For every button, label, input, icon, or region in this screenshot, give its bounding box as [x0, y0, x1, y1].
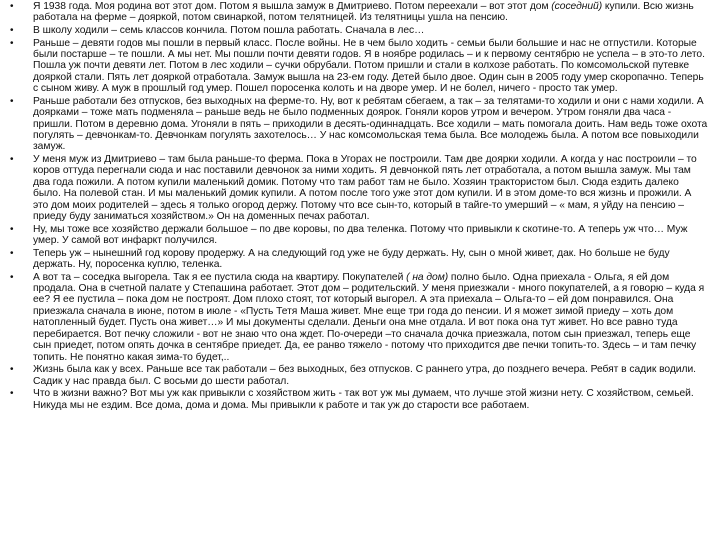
- text-segment: Теперь уж – нынешний год корову продержу. А на следующий год уже не буду держать. Ну, сын о мной живет, дак. Но больше не буду держать. Ну, поросенка куплю, теленка.: [33, 247, 670, 271]
- list-item: [0, 224, 708, 247]
- paragraph-text: [33, 25, 424, 36]
- text-segment: полно было. Одна приехала - Ольга, я ей дом продала. Она в счетной палате у Степашина работает. Этот дом – родительский. У меня приезжали - много покупателей, а я говорю – куда я ее? Я ее пустила – пока дом не построят. Дом плохо стоят, тот который выгорел. А эта приехала – Ольга-то – ей дом понравился. Она приезжала сначала в июне, потом в июле - «Пусть Тетя Маша живет. Мне еще три года до пенсии. И я может зимой приеду – хоть дом натопленный будет. Пусть она живет…» И мы документы сделали. Деньги она мне отдала. И вот пока она тут живет. Но все равно туда перебирается. Вот печку сложили - вот не знаю что она ждет. По-очереди –то сначала дочка приезжала, потом сын приезжал, теперь еще сын приедет, потом опять дочка в сентябре приедет. Да, ее ранво тяжело - потому что приходится две печки топить-то. Здесь – и там печку топить. Не понятно какая зима-то будет,..: [33, 271, 705, 363]
- paragraph-text: [33, 248, 670, 270]
- text-segment: У меня муж из Дмитриево – там была раньше-то ферма. Пока в Угорах не построили. Там две доярки ходили. А когда у нас построили – то коров оттуда перегнали сюда и нас поставили девчонок за ними ходить. Я девчонкой пять лет отработала, а потом вышла замуж. Мы там два года пожили. А потом купили маленький домик. Потому что там работ там не было. Хозяин трактористом был. Сюда ездить далеко было. На полевой стан. И мы маленький домик купили. А потом после того уже этот дом купили. И в этом доме-то вся жизнь и прожили. А это дом моих родителей – здесь я только огород держу. Потому что все сын-то, который в тайге-то умерший – « мам, я уйду на пенсию – приеду буду заниматься хозяйством.» Он на доменных печах работал.: [33, 154, 697, 223]
- text-segment: Жизнь была как у всех. Раньше все так работали – без выходных, без отпусков. С раннего утра, до позднего вечера. Ребят в садик водили. Садик у нас правда был. С восьми до шести работал.: [33, 364, 696, 387]
- paragraph-text: [33, 224, 687, 246]
- text-segment: А вот та – соседка выгорела. Так я ее пустила сюда на квартиру. Покупателей: [33, 271, 407, 283]
- text-segment: В школу ходили – семь классов кончила. Потом пошла работать. Сначала в лес…: [33, 25, 425, 36]
- list-item: [0, 25, 708, 36]
- list-item: [0, 1, 708, 24]
- paragraph-text: [33, 1, 694, 23]
- paragraph-text: [33, 96, 707, 153]
- text-segment: Что в жизни важно? Вот мы уж как привыкли с хозяйством жить - так вот уж мы думаем, что лучше этой жизни нету. С хозяйством, семьей. Никуда мы не ездим. Все дома, дома и дома. Мы привыкли к работе и так уж до старости все работаем.: [33, 388, 694, 411]
- paragraph-text: [33, 38, 705, 95]
- text-segment: Ну, мы тоже все хозяйство держали большое – по две коровы, по два теленка. Потому что привыкли к скотине-то. А теперь уж что… Муж умер. У самой вот инфаркт получился.: [33, 223, 688, 247]
- list-item: [0, 388, 708, 411]
- paragraph-text: [33, 364, 696, 386]
- paragraph-text: [33, 154, 697, 222]
- list-item: [0, 272, 708, 363]
- text-segment: Раньше – девяти годов мы пошли в первый класс. После войны. Не в чем было ходить - семьи были большие и нас не отпустили. Которые были постарше – те пошли. А мы нет. Мы пошли почти девяти годов. Я в ноябре родилась – и к первому сентябрю не успела – в это-то лето. Пошла уж почти девяти лет. Потом в лес ходили – сучки обрубали. Потом пришли и стали в колхозе работать. По комсомольской путевке дояркой стали. Пять лет дояркой отработала. Замуж вышла на 23-ем году. Детей было двое. Один сын в 2005 году умер скоропачно. Теперь с сыном живу. А муж в прошлый год умер. Пошел поросенка колоть и на дворе умер. И не болел, ничего - просто так умер.: [33, 37, 705, 95]
- text-segment: купили. Всю жизнь работала на ферме – дояркой, потом свинаркой, потом телятницей. Из телятницы ушла на пенсию.: [33, 1, 694, 24]
- paragraph-text: [33, 388, 694, 410]
- bullet-list: [0, 1, 708, 411]
- list-item: [0, 364, 708, 387]
- list-item: [0, 248, 708, 271]
- italic-text: (соседний): [551, 1, 603, 12]
- text-segment: Я 1938 года. Моя родина вот этот дом. Потом я вышла замуж в Дмитриево. Потом переехали – вот этот дом: [33, 1, 552, 12]
- list-item: [0, 154, 708, 222]
- list-item: [0, 96, 708, 153]
- list-item: [0, 38, 708, 95]
- text-segment: Раньше работали без отпусков, без выходных на ферме-то. Ну, вот к ребятам сбегаем, а так – за телятами-то ходили и они с нами ходили. А доярками – тоже мать подменяла – раньше ведь не было подменных доярок. Гоняли коров утром и вечером. Утром гоняли два часа - пришли. Потом в деревню дома. Угоняли в пять – приходили в десять-одиннадцать. Все ходили – мать помогала доить. Нам ведь тоже охота погулять – девчонкам-то. Девчонкам погулять захотелось… У нас комсомольская тема была. Все молодежь была. А потом все повыходили замуж.: [33, 95, 708, 153]
- italic-text: ( на дом): [406, 271, 449, 283]
- paragraph-text: [33, 272, 704, 363]
